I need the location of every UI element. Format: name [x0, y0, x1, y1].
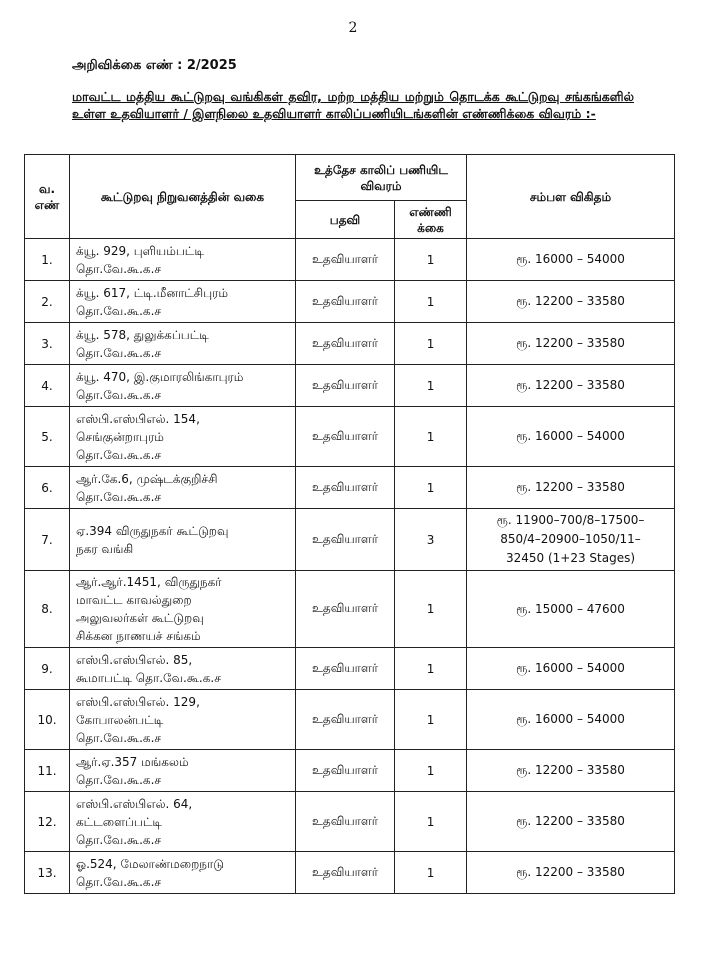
- pay-scale-line: ரூ. 16000 – 54000: [516, 252, 625, 266]
- organisation-line: தொ.வே.கூ.க.ச: [76, 387, 162, 402]
- pay-scale-cell: [467, 792, 675, 852]
- count-cell: 3: [395, 509, 467, 571]
- organisation-line: ஏ.394 விருதுநகர் கூட்டுறவு: [76, 523, 229, 538]
- pay-scale-line: 32450 (1+23 Stages): [505, 551, 636, 565]
- count-cell: 1: [395, 792, 467, 852]
- count-cell: 1: [395, 323, 467, 365]
- pay-scale-cell: [467, 467, 675, 509]
- header-serial-number: வ. எண்: [25, 155, 70, 239]
- organisation-line: க்யூ. 929, புளியம்பட்டி: [76, 243, 204, 258]
- post-cell: உதவியாளர்: [296, 852, 395, 894]
- document-heading: மாவட்ட மத்திய கூட்டுறவு வங்கிகள் தவிர, மற்ற மத்திய மற்றும் தொடக்க கூட்டுறவு சங்கங்களில் உள்ள உதவியாளர் / இளநிலை உதவியாளர் காலிப்பணியிடங்களின் எண்ணிக்கை விவரம் :-: [72, 89, 634, 121]
- organisation-line: சிக்கன நாணயச் சங்கம்: [76, 629, 201, 643]
- count-cell: 1: [395, 690, 467, 750]
- pay-scale-cell: [467, 750, 675, 792]
- pay-scale-cell: [467, 509, 675, 571]
- organisation-line: மாவட்ட காவல்துறை: [76, 593, 192, 607]
- post-cell: உதவியாளர்: [296, 571, 395, 648]
- organisation-cell: [70, 509, 296, 571]
- organisation-cell: [70, 571, 296, 648]
- pay-scale-cell: [467, 571, 675, 648]
- count-cell: 1: [395, 365, 467, 407]
- post-cell: உதவியாளர்: [296, 323, 395, 365]
- organisation-cell: [70, 407, 296, 467]
- table-row: [25, 750, 675, 792]
- serial-number-cell: 9.: [25, 648, 70, 690]
- organisation-line: தொ.வே.கூ.க.ச: [76, 832, 162, 847]
- table-row: [25, 467, 675, 509]
- table-row: [25, 323, 675, 365]
- pay-scale-cell: [467, 239, 675, 281]
- serial-number-cell: 6.: [25, 467, 70, 509]
- pay-scale-cell: [467, 407, 675, 467]
- pay-scale-line: ரூ. 12200 – 33580: [516, 378, 625, 392]
- organisation-line: தொ.வே.கூ.க.ச: [76, 303, 162, 318]
- organisation-line: தொ.வே.கூ.க.ச: [76, 874, 162, 889]
- notice-number: அறிவிக்கை எண் : 2/2025: [72, 58, 237, 73]
- table-row: [25, 792, 675, 852]
- post-cell: உதவியாளர்: [296, 365, 395, 407]
- pay-scale-cell: [467, 281, 675, 323]
- vacancy-table-body: [25, 239, 675, 894]
- count-cell: 1: [395, 239, 467, 281]
- organisation-line: தொ.வே.கூ.க.ச: [76, 489, 162, 504]
- pay-scale-line: ரூ. 12200 – 33580: [516, 480, 625, 494]
- table-row: [25, 509, 675, 571]
- organisation-cell: [70, 792, 296, 852]
- serial-number-cell: 4.: [25, 365, 70, 407]
- header-post: பதவி: [296, 201, 395, 239]
- organisation-cell: [70, 281, 296, 323]
- count-cell: 1: [395, 467, 467, 509]
- table-row: [25, 571, 675, 648]
- pay-scale-line: ரூ. 11900–700/8–17500–: [496, 513, 645, 527]
- organisation-line: ஆர்.ஏ.357 மங்கலம்: [76, 754, 189, 769]
- pay-scale-line: ரூ. 12200 – 33580: [516, 294, 625, 308]
- organisation-cell: [70, 239, 296, 281]
- organisation-line: ஆர்.ஆர்.1451, விருதுநகர்: [76, 575, 222, 589]
- organisation-line: எஸ்பி.எஸ்பிஎல். 64,: [76, 796, 193, 811]
- table-row: [25, 365, 675, 407]
- organisation-cell: [70, 852, 296, 894]
- pay-scale-line: 850/4–20900–1050/11–: [500, 532, 641, 546]
- serial-number-cell: 10.: [25, 690, 70, 750]
- header-vacancy-details: உத்தேச காலிப் பணியிட விவரம்: [296, 155, 467, 201]
- post-cell: உதவியாளர்: [296, 648, 395, 690]
- count-cell: 1: [395, 281, 467, 323]
- organisation-cell: [70, 648, 296, 690]
- post-cell: உதவியாளர்: [296, 690, 395, 750]
- pay-scale-line: ரூ. 12200 – 33580: [516, 814, 625, 828]
- organisation-cell: [70, 750, 296, 792]
- pay-scale-cell: [467, 323, 675, 365]
- page-number: 2: [348, 20, 358, 36]
- table-row: [25, 281, 675, 323]
- table-row: [25, 407, 675, 467]
- pay-scale-cell: [467, 365, 675, 407]
- pay-scale-line: ரூ. 15000 – 47600: [516, 601, 625, 616]
- count-cell: 1: [395, 571, 467, 648]
- serial-number-cell: 12.: [25, 792, 70, 852]
- header-count: எண்ணி க்கை: [395, 201, 467, 239]
- header-organisation-type: கூட்டுறவு நிறுவனத்தின் வகை: [70, 155, 296, 239]
- organisation-cell: [70, 690, 296, 750]
- table-row: [25, 239, 675, 281]
- serial-number-cell: 13.: [25, 852, 70, 894]
- organisation-line: எஸ்பி.எஸ்பிஎல். 129,: [76, 694, 200, 709]
- organisation-line: எஸ்பி.எஸ்பிஎல். 154,: [76, 411, 200, 426]
- serial-number-cell: 2.: [25, 281, 70, 323]
- serial-number-cell: 8.: [25, 571, 70, 648]
- serial-number-cell: 5.: [25, 407, 70, 467]
- organisation-cell: [70, 365, 296, 407]
- pay-scale-line: ரூ. 12200 – 33580: [516, 763, 625, 777]
- count-cell: 1: [395, 852, 467, 894]
- organisation-line: செங்குன்றாபுரம்: [76, 429, 164, 444]
- post-cell: உதவியாளர்: [296, 239, 395, 281]
- organisation-line: க்யூ. 470, இ.குமாரலிங்காபுரம்: [76, 369, 244, 384]
- post-cell: உதவியாளர்: [296, 750, 395, 792]
- table-row: [25, 852, 675, 894]
- count-cell: 1: [395, 750, 467, 792]
- pay-scale-cell: [467, 690, 675, 750]
- pay-scale-line: ரூ. 12200 – 33580: [516, 865, 625, 879]
- count-cell: 1: [395, 648, 467, 690]
- pay-scale-line: ரூ. 16000 – 54000: [516, 661, 625, 675]
- organisation-line: க்யூ. 578, துலுக்கப்பட்டி: [76, 327, 209, 342]
- organisation-line: தொ.வே.கூ.க.ச: [76, 261, 162, 276]
- organisation-line: க்யூ. 617, ட்டி.மீனாட்சிபுரம்: [76, 285, 228, 300]
- pay-scale-line: ரூ. 16000 – 54000: [516, 429, 625, 443]
- header-pay-scale: சம்பள விகிதம்: [467, 155, 675, 239]
- pay-scale-cell: [467, 852, 675, 894]
- pay-scale-line: ரூ. 16000 – 54000: [516, 712, 625, 726]
- organisation-line: கூமாபட்டி தொ.வே.கூ.க.ச: [76, 670, 221, 685]
- organisation-line: நகர வங்கி: [76, 541, 134, 556]
- vacancy-table: [24, 154, 675, 894]
- organisation-line: கோபாலன்பட்டி: [76, 712, 164, 727]
- organisation-line: தொ.வே.கூ.க.ச: [76, 345, 162, 360]
- organisation-cell: [70, 323, 296, 365]
- post-cell: உதவியாளர்: [296, 281, 395, 323]
- pay-scale-cell: [467, 648, 675, 690]
- table-row: [25, 690, 675, 750]
- organisation-cell: [70, 467, 296, 509]
- post-cell: உதவியாளர்: [296, 509, 395, 571]
- post-cell: உதவியாளர்: [296, 407, 395, 467]
- organisation-line: அலுவலர்கள் கூட்டுறவு: [76, 611, 204, 625]
- serial-number-cell: 11.: [25, 750, 70, 792]
- organisation-line: எஸ்பி.எஸ்பிஎல். 85,: [76, 652, 193, 667]
- serial-number-cell: 7.: [25, 509, 70, 571]
- serial-number-cell: 1.: [25, 239, 70, 281]
- organisation-line: தொ.வே.கூ.க.ச: [76, 730, 162, 745]
- post-cell: உதவியாளர்: [296, 792, 395, 852]
- organisation-line: ஓ.524, மேலாண்மறைநாடு: [76, 856, 224, 871]
- table-row: [25, 648, 675, 690]
- organisation-line: தொ.வே.கூ.க.ச: [76, 447, 162, 462]
- organisation-line: கட்டளைப்பட்டி: [76, 814, 162, 829]
- serial-number-cell: 3.: [25, 323, 70, 365]
- organisation-line: தொ.வே.கூ.க.ச: [76, 772, 162, 787]
- post-cell: உதவியாளர்: [296, 467, 395, 509]
- organisation-line: ஆர்.கே.6, முஷ்டக்குறிச்சி: [76, 471, 218, 486]
- pay-scale-line: ரூ. 12200 – 33580: [516, 336, 625, 350]
- count-cell: 1: [395, 407, 467, 467]
